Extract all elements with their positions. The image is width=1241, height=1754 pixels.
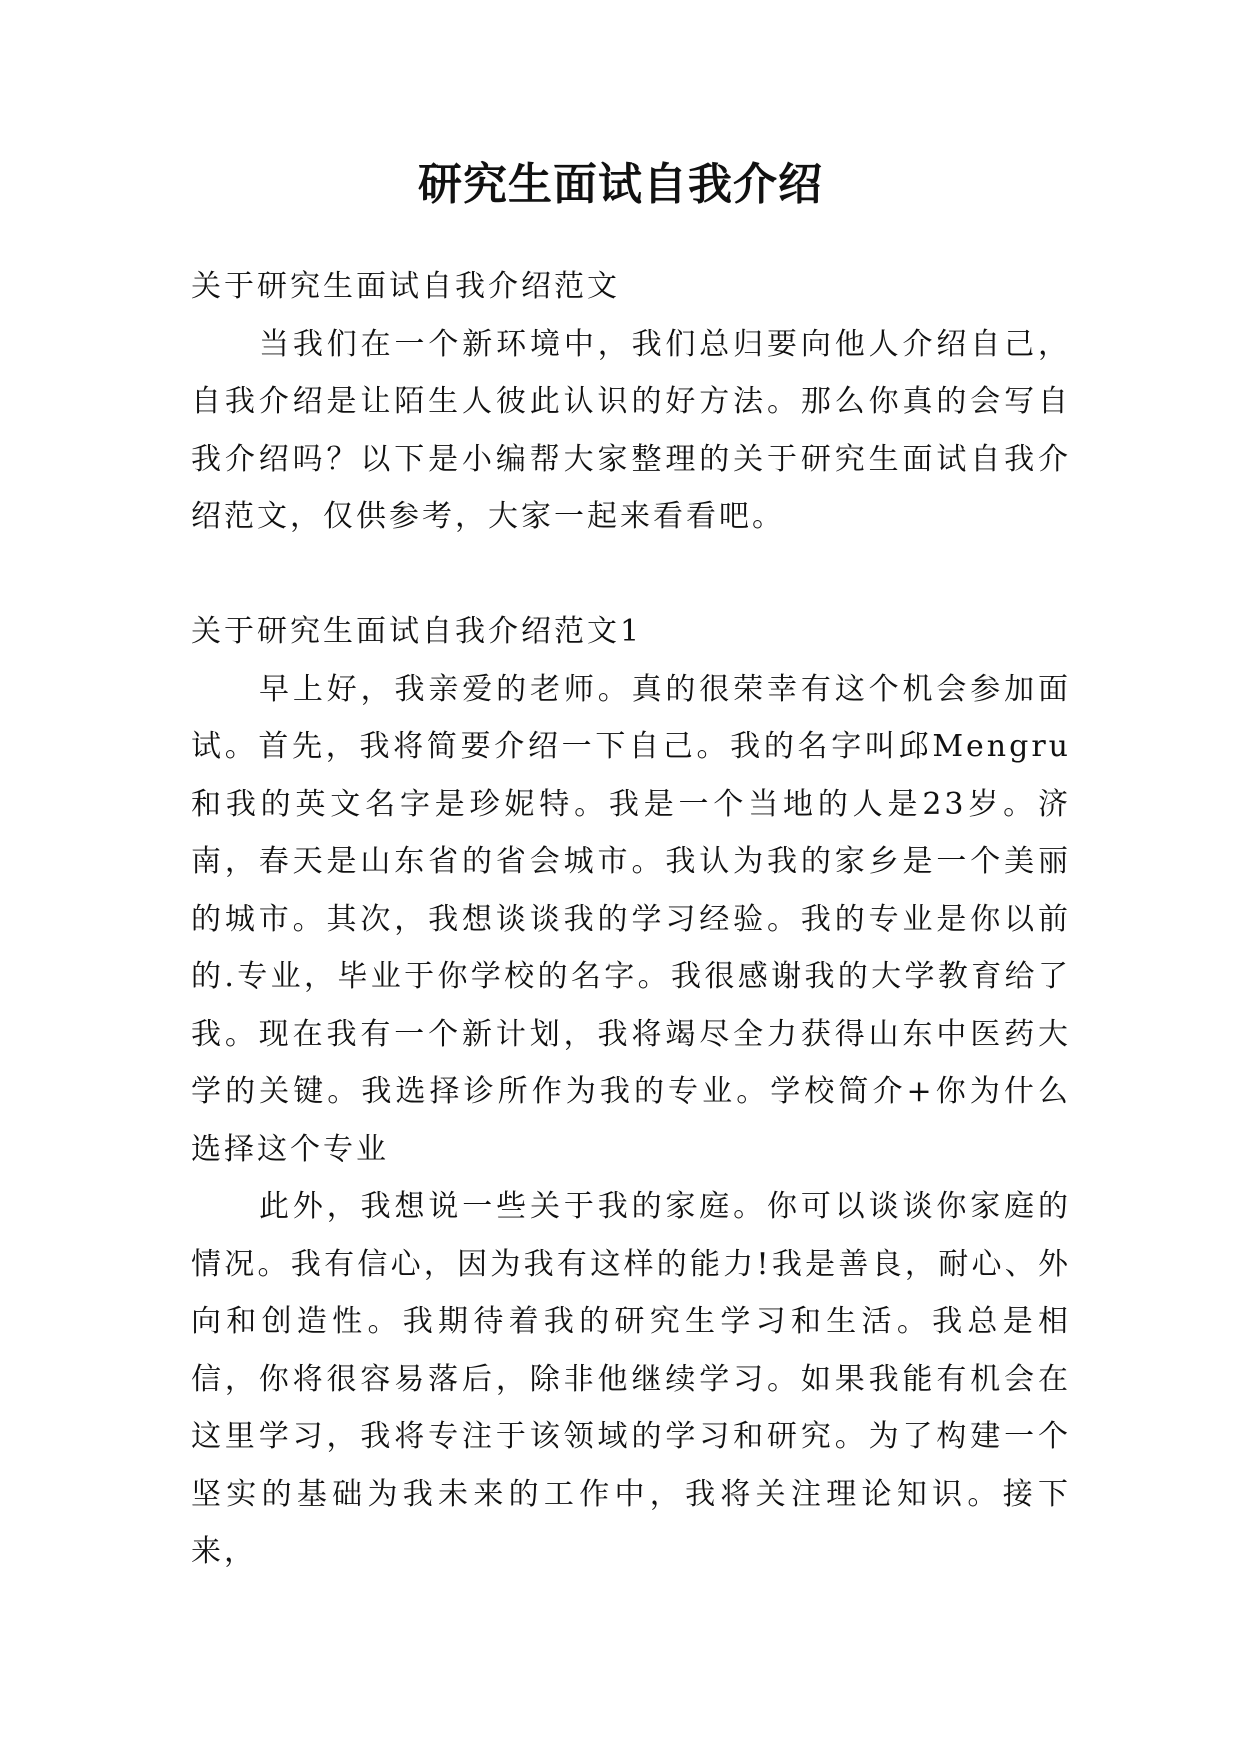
paragraph-spacer xyxy=(191,546,1071,604)
section1-paragraph-2: 此外，我想说一些关于我的家庭。你可以谈谈你家庭的情况。我有信心，因为我有这样的能力!我是善良，耐心、外向和创造性。我期待着我的研究生学习和生活。我总是相信，你将很容易落后，除非他继续学习。如果我能有机会在这里学习，我将专注于该领域的学习和研究。为了构建一个坚实的基础为我未来的工作中，我将关注理论知识。接下来， xyxy=(191,1189,1071,1569)
intro-paragraph: 当我们在一个新环境中，我们总归要向他人介绍自己，自我介绍是让陌生人彼此认识的好方法。那么你真的会写自我介绍吗？以下是小编帮大家整理的关于研究生面试自我介绍范文，仅供参考，大家一起来看看吧。 xyxy=(191,326,1071,534)
section1-heading: 关于研究生面试自我介绍范文1 xyxy=(191,614,643,649)
document-body xyxy=(191,258,1071,1581)
intro-heading: 关于研究生面试自我介绍范文 xyxy=(191,269,620,304)
document-title: 研究生面试自我介绍 xyxy=(418,159,823,210)
section1-paragraph-1: 早上好，我亲爱的老师。真的很荣幸有这个机会参加面试。首先，我将简要介绍一下自己。我的名字叫邱Mengru和我的英文名字是珍妮特。我是一个当地的人是23岁。济南，春天是山东省的省会城市。我认为我的家乡是一个美丽的城市。其次，我想谈谈我的学习经验。我的专业是你以前的.专业，毕业于你学校的名字。我很感谢我的大学教育给了我。现在我有一个新计划，我将竭尽全力获得山东中医药大学的关键。我选择诊所作为我的专业。学校简介+你为什么选择这个专业 xyxy=(191,671,1071,1167)
